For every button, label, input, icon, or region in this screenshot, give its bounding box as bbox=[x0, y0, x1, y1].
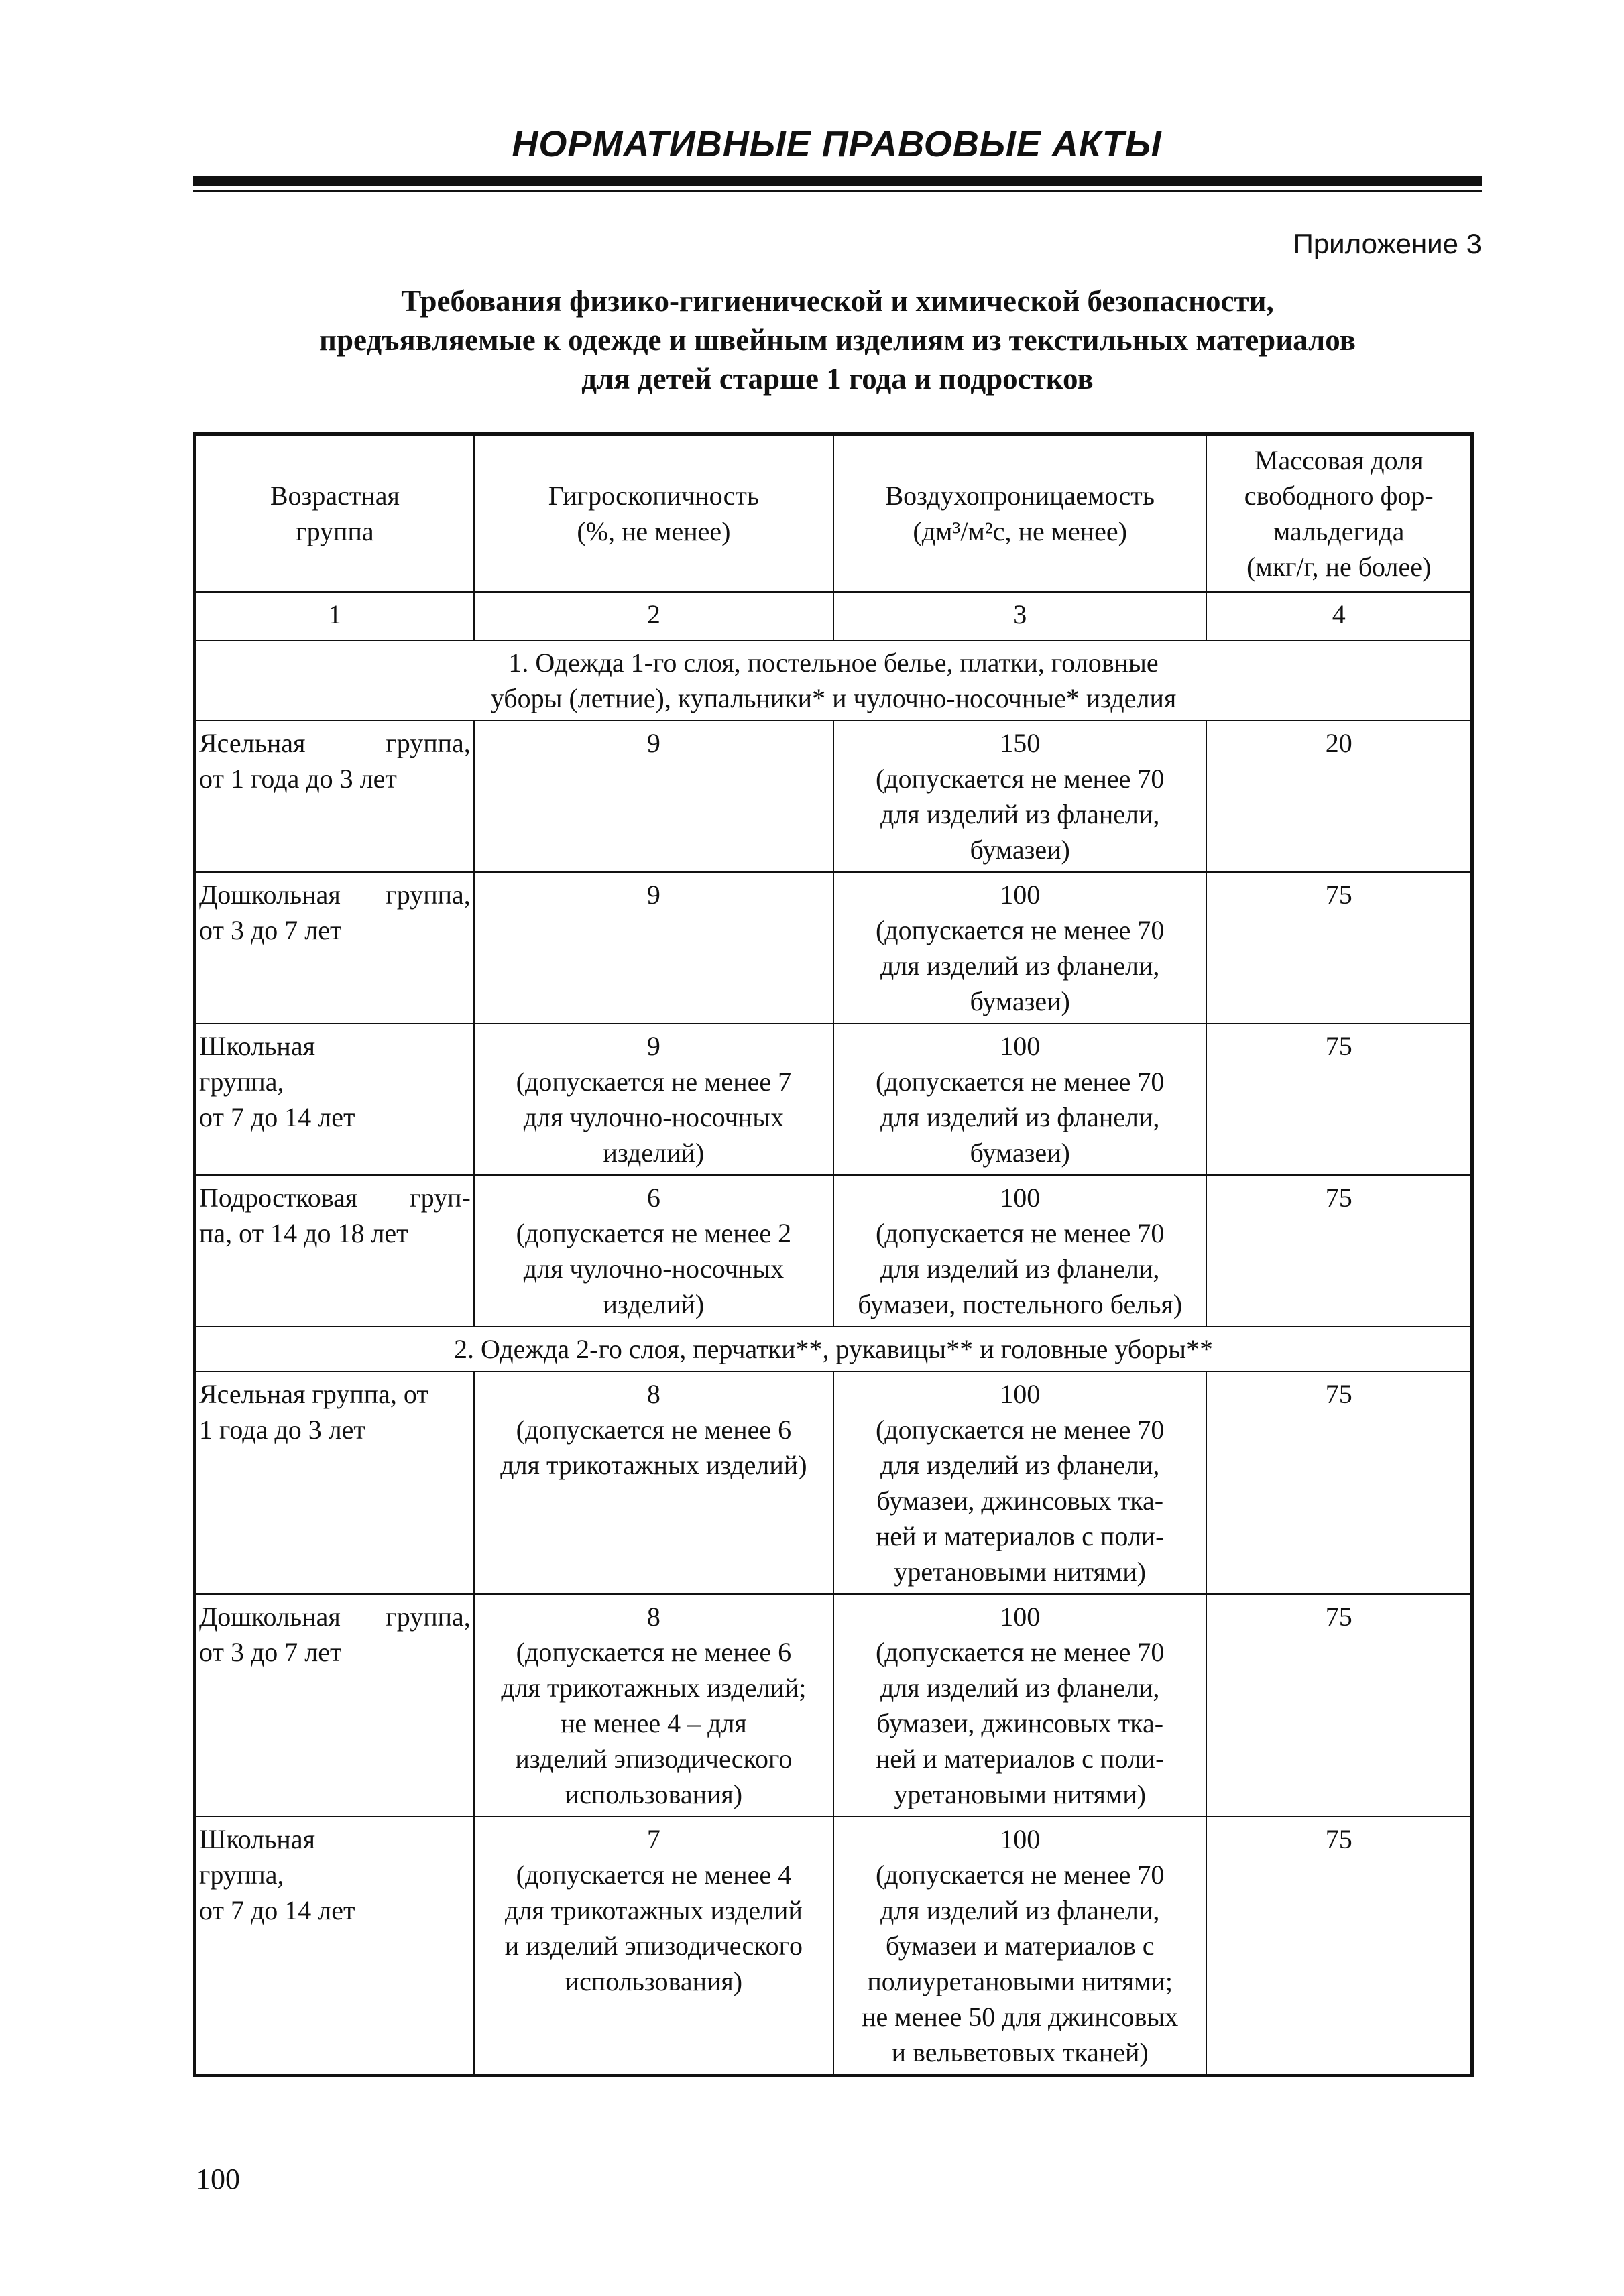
hygroscopicity-cell: 8 (допускается не менее 6 для трикотажных изделий; не менее 4 – для изделий эпизодического использования) bbox=[474, 1594, 833, 1817]
age-group-cell: Школьная группа, от 7 до 14 лет bbox=[195, 1817, 474, 2076]
column-number: 3 bbox=[833, 592, 1206, 640]
formaldehyde-cell: 20 bbox=[1206, 721, 1472, 872]
table-row bbox=[195, 872, 1472, 1024]
page-number: 100 bbox=[196, 2163, 240, 2195]
header-rule-thick bbox=[193, 176, 1482, 186]
section-header-row bbox=[195, 640, 1472, 721]
section-title: 2. Одежда 2-го слоя, перчатки**, рукавицы** и головные уборы** bbox=[195, 1327, 1472, 1372]
air-permeability-cell: 100 (допускается не менее 70 для изделий из фланели, бумазеи) bbox=[833, 1024, 1206, 1175]
page-header-title: НОРМАТИВНЫЕ ПРАВОВЫЕ АКТЫ bbox=[512, 124, 1162, 164]
formaldehyde-cell: 75 bbox=[1206, 1817, 1472, 2076]
age-group-cell: Школьная группа, от 7 до 14 лет bbox=[195, 1024, 474, 1175]
column-number: 2 bbox=[474, 592, 833, 640]
title-line: предъявляемые к одежде и швейным изделиям из текстильных материалов bbox=[319, 323, 1356, 357]
section-header-row bbox=[195, 1327, 1472, 1372]
table-row bbox=[195, 1175, 1472, 1327]
hygroscopicity-cell: 9 bbox=[474, 721, 833, 872]
requirements-table bbox=[193, 432, 1474, 2077]
air-permeability-cell: 100 (допускается не менее 70 для изделий из фланели, бумазеи и материалов с полиуретановыми нитями; не менее 50 для джинсовых и вельветовых тканей) bbox=[833, 1817, 1206, 2076]
column-number-row bbox=[195, 592, 1472, 640]
air-permeability-cell: 100 (допускается не менее 70 для изделий из фланели, бумазеи, джинсовых тка- ней и материалов с поли- уретановыми нитями) bbox=[833, 1594, 1206, 1817]
table-row bbox=[195, 1024, 1472, 1175]
table-row bbox=[195, 1817, 1472, 2076]
formaldehyde-cell: 75 bbox=[1206, 872, 1472, 1024]
appendix-label: Приложение 3 bbox=[1293, 228, 1482, 259]
table-row bbox=[195, 1594, 1472, 1817]
column-number: 1 bbox=[195, 592, 474, 640]
hygroscopicity-cell: 7 (допускается не менее 4 для трикотажных изделий и изделий эпизодического использования) bbox=[474, 1817, 833, 2076]
air-permeability-cell: 100 (допускается не менее 70 для изделий из фланели, бумазеи, джинсовых тка- ней и материалов с поли- уретановыми нитями) bbox=[833, 1372, 1206, 1594]
table-row bbox=[195, 1372, 1472, 1594]
table-row bbox=[195, 721, 1472, 872]
table-header-row bbox=[195, 434, 1472, 593]
header-hygroscopicity: Гигроскопичность (%, не менее) bbox=[474, 434, 833, 593]
header-formaldehyde: Массовая доля свободного фор- мальдегида (мкг/г, не более) bbox=[1206, 434, 1472, 593]
formaldehyde-cell: 75 bbox=[1206, 1372, 1472, 1594]
document-title bbox=[193, 282, 1482, 398]
air-permeability-cell: 150 (допускается не менее 70 для изделий из фланели, бумазеи) bbox=[833, 721, 1206, 872]
formaldehyde-cell: 75 bbox=[1206, 1594, 1472, 1817]
formaldehyde-cell: 75 bbox=[1206, 1175, 1472, 1327]
column-number: 4 bbox=[1206, 592, 1472, 640]
air-permeability-cell: 100 (допускается не менее 70 для изделий из фланели, бумазеи) bbox=[833, 872, 1206, 1024]
age-group-cell: Подростковая груп- па, от 14 до 18 лет bbox=[195, 1175, 474, 1327]
header-age-group: Возрастная группа bbox=[195, 434, 474, 593]
hygroscopicity-cell: 8 (допускается не менее 6 для трикотажных изделий) bbox=[474, 1372, 833, 1594]
age-group-cell: Ясельная группа, от 1 года до 3 лет bbox=[195, 721, 474, 872]
header-rule-thin bbox=[193, 190, 1482, 192]
age-group-cell: Дошкольная группа, от 3 до 7 лет bbox=[195, 872, 474, 1024]
age-group-cell: Ясельная группа, от 1 года до 3 лет bbox=[195, 1372, 474, 1594]
title-line: Требования физико-гигиенической и химической безопасности, bbox=[401, 284, 1274, 318]
hygroscopicity-cell: 9 bbox=[474, 872, 833, 1024]
air-permeability-cell: 100 (допускается не менее 70 для изделий из фланели, бумазеи, постельного белья) bbox=[833, 1175, 1206, 1327]
section-title: 1. Одежда 1-го слоя, постельное белье, платки, головные уборы (летние), купальники* и чулочно-носочные* изделия bbox=[195, 640, 1472, 721]
hygroscopicity-cell: 6 (допускается не менее 2 для чулочно-носочных изделий) bbox=[474, 1175, 833, 1327]
age-group-cell: Дошкольная группа, от 3 до 7 лет bbox=[195, 1594, 474, 1817]
header-air-permeability: Воздухопроницаемость (дм³/м²с, не менее) bbox=[833, 434, 1206, 593]
hygroscopicity-cell: 9 (допускается не менее 7 для чулочно-носочных изделий) bbox=[474, 1024, 833, 1175]
formaldehyde-cell: 75 bbox=[1206, 1024, 1472, 1175]
title-line: для детей старше 1 года и подростков bbox=[581, 362, 1094, 396]
